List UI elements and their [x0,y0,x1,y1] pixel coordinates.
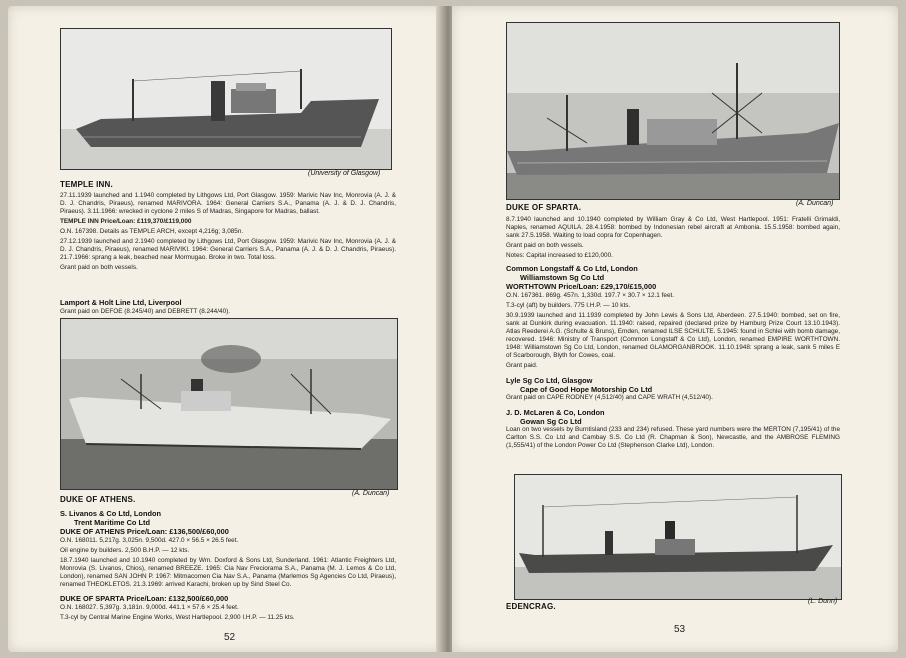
text-block-duke-of-sparta [60,604,396,624]
text-block-duke-of-athens [60,537,396,591]
company-heading [506,376,840,394]
photo-caption: DUKE OF SPARTA. [506,203,582,212]
photo-caption: DUKE OF ATHENS. [60,495,136,504]
text-block-worthtown [506,292,840,372]
paragraph: 27.11.1939 launched and 1.1940 completed by Lithgows Ltd, Port Glasgow. 1959: Marivic Nav Inc, Monrovia (A. J. & D. J. Chandris, Piraeus), renamed MARIVORA. 1964: General Carriers S.A., Panama (A. J. & D. J. Chandris, Piraeus). 3.11.1966: wrecked in cyclone 2 miles S of Madras, Singapore for Madras, ballast. [60,192,396,215]
paragraph: Grant paid. [506,362,538,369]
paragraph: T.3-cyl (aft) by builders. 775 I.H.P. — 10 kts. [506,302,631,309]
photo-credit: (University of Glasgow) [308,170,381,177]
paragraph: O.N. 167398. Details as TEMPLE ARCH, except 4,216g; 3,085n. [60,228,244,235]
photo-credit: (L. Dunn) [808,598,838,605]
photo-credit: (A. Duncan) [796,200,834,207]
vessel-heading: TEMPLE INN Price/Loan: £119,370/£119,000 [60,218,192,225]
page-number: 52 [224,632,236,643]
paragraph: 27.12.1939 launched and 2.1940 completed by Lithgows Ltd, Port Glasgow. 1959: Marivic Nav Inc, Monrovia (A. J. & D. J. Chandris, Piraeus), renamed MARIVIKI. 1964: General Carriers S.A., Panama (A. J. & D. J. Chandris, Piraeus). 21.7.1966: sprang a leak, beached near Mormugao. Broke in two. Total loss. [60,238,396,261]
paragraph: Notes: Capital increased to £120,000. [506,252,613,259]
company-heading [506,264,840,291]
photo-temple-inn [60,28,392,170]
company-heading: Lamport & Holt Line Ltd, Liverpool [60,298,182,307]
subsidiary-name: Williamstown Sg Co Ltd [520,273,605,282]
photo-duke-of-athens [60,318,398,490]
text-block-temple-inn [60,192,396,274]
vessel-heading: DUKE OF SPARTA Price/Loan: £132,500/£60,000 [60,594,229,603]
company-name: J. D. McLaren & Co, London [506,408,605,417]
right-page [452,6,898,652]
paragraph: Grant paid on CAPE RODNEY (4,512/40) and CAPE WRATH (4,512/40). [506,394,713,401]
paragraph: 18.7.1940 launched and 10.1940 completed by Wm. Doxford & Sons Ltd, Sunderland. 1961: Atlantic Freighters Ltd, Monrovia (S. Livanos, Chios), renamed BREEZE. 1965: Cia Nav Freciorama S.A., Panama (M. J. Lemos & Co Ltd, London), renamed SAN JOHN P. 1967: Mitmacomen Cia Nav S.A., Panama (Marlemos Sg Agencies Co Ltd, Piraeus), renamed THEOKLETOS. 21.3.1969: arrived Karachi, broken up by Sind Steel Co. [60,557,396,588]
paragraph: Grant paid on DEFOE (8.245/40) and DEBRETT (8.244/40). [60,308,231,315]
paragraph: Loan on two vessels by Burntisland (233 and 234) refused. These yard numbers were the MERTON (7,195/41) of the Carlton S.S. Co Ltd and Cambay S.S. Co Ltd (R. Chapman & Son), Newcastle, and the AMBROSE FLEMING (1,555/41) of the London Power Co Ltd (Stephenson Clarke Ltd), London. [506,426,840,449]
company-name: Common Longstaff & Co Ltd, London [506,264,638,273]
text-block-duke-of-sparta [506,216,840,262]
page-number: 53 [674,624,686,635]
vessel-heading: WORTHTOWN Price/Loan: £29,170/£15,000 [506,282,657,291]
paragraph: Oil engine by builders. 2,500 B.H.P. — 12 kts. [60,547,190,554]
photo-caption: EDENCRAG. [506,602,556,611]
paragraph: 8.7.1940 launched and 10.1940 completed by William Gray & Co Ltd, West Hartlepool. 1951: Fratelli Grimaldi, Naples, renamed AQUILA. 28.4.1958: bombed by Indonesian rebel aircraft at Ambonia. 15.5.1958: bombed again, sank 27.5.1958. Waiting to load copra for Copenhagen. [506,216,840,239]
paragraph: O.N. 167361. 869g. 457n. 1,330d. 197.7 × 30.7 × 12.1 feet. [506,292,675,299]
company-name: Lyle Sg Co Ltd, Glasgow [506,376,593,385]
photo-credit: (A. Duncan) [352,490,390,497]
paragraph: T.3-cyl by Central Marine Engine Works, West Hartlepool. 2,900 I.H.P. — 11.25 kts. [60,614,295,621]
paragraph: 30.9.1939 launched and 11.1939 completed by John Lewis & Sons Ltd, Aberdeen. 27.5.1940: bombed, set on fire, sank at Dunkirk during evacuation. 11.1940: raised, repaired (declared prize by Hamburg Prize Court 13.10.1943). Atlas Reederei A.G. (Schulte & Bruns), Emden, renamed ILSE SCHULTE. 5.1945: found in Schlei with bomb damage, recovered. 1946: Ministry of Transport (Common Longstaff & Co Ltd), London, renamed EMPIRE WORTHTOWN. 1948: Williamstown Sg Co Ltd, London, renamed GLAMORGANBROOK. 11.10.1948: sprang a leak, sank 5 miles E of Scarborough, Blyth for Cowes, coal. [506,312,840,359]
left-page [8,6,444,652]
company-heading [506,408,840,426]
photo-duke-of-sparta [506,22,840,200]
company-name: S. Livanos & Co Ltd, London [60,509,161,518]
paragraph: Grant paid on both vessels. [506,242,584,249]
company-heading [60,509,396,536]
subsidiary-name: Gowan Sg Co Ltd [520,417,582,426]
vessel-heading: DUKE OF ATHENS Price/Loan: £136,500/£60,000 [60,527,229,536]
paragraph: O.N. 168027. 5,397g. 3,181n. 9,000d. 441.1 × 57.6 × 25.4 feet. [60,604,239,611]
subsidiary-name: Trent Maritime Co Ltd [74,518,150,527]
photo-edencrag [514,474,842,600]
paragraph: Grant paid on both vessels. [60,264,138,271]
subsidiary-name: Cape of Good Hope Motorship Co Ltd [520,385,653,394]
photo-caption: TEMPLE INN. [60,180,113,189]
paragraph: O.N. 168011. 5,217g. 3,025n. 9,500d. 427.0 × 56.5 × 26.5 feet. [60,537,239,544]
